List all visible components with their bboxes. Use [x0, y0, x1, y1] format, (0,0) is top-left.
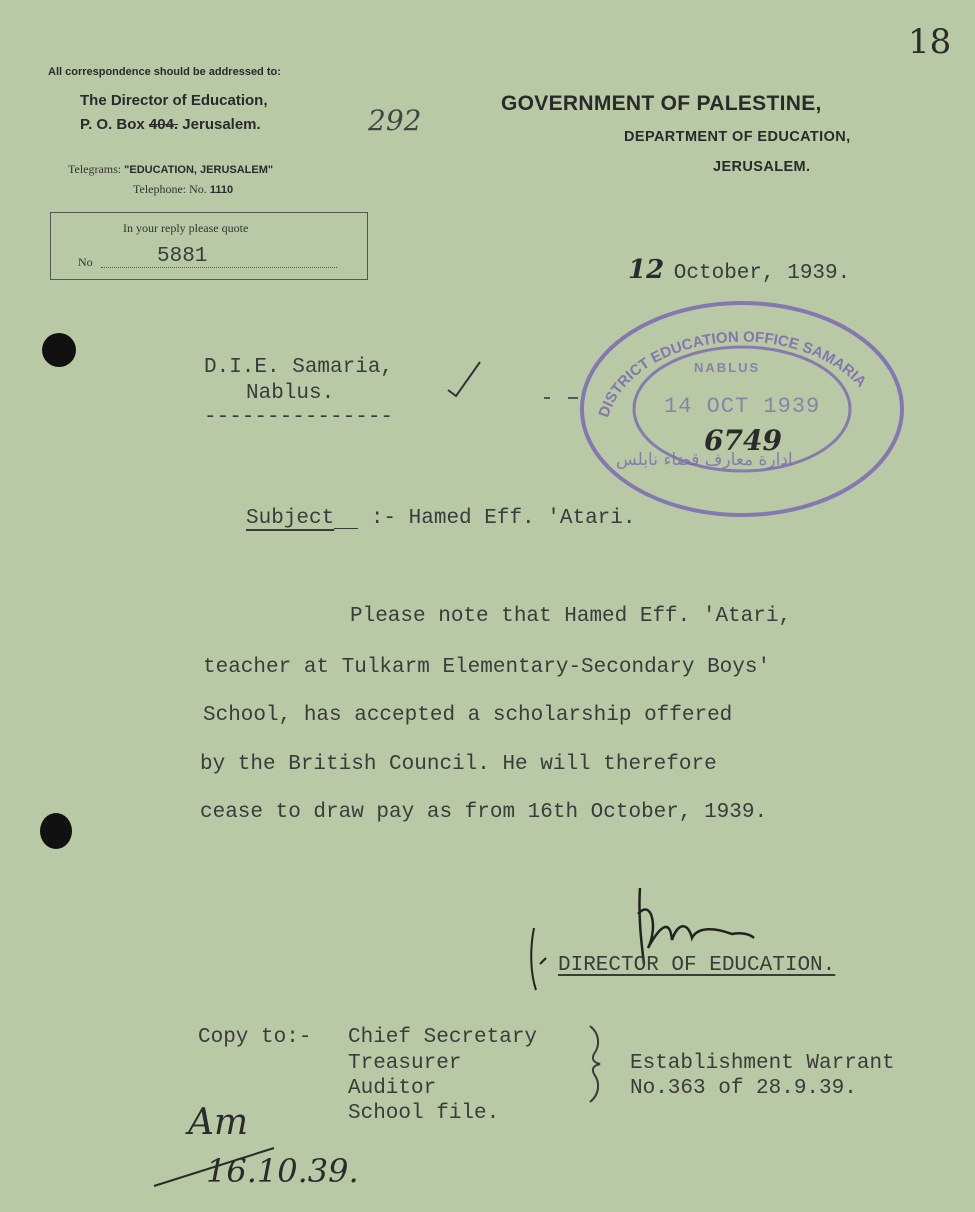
- body-line-5: cease to draw pay as from 16th October, 1939.: [200, 801, 768, 824]
- reply-box-label: In your reply please quote: [123, 221, 249, 235]
- body-line-2: teacher at Tulkarm Elementary-Secondary Boys': [203, 656, 771, 679]
- gov-title: GOVERNMENT OF PALESTINE,: [501, 92, 822, 115]
- body-line-3: School, has accepted a scholarship offered: [203, 704, 733, 727]
- stamp-number: 6749: [704, 424, 782, 457]
- check-mark-icon: [444, 360, 484, 400]
- margin-number: 292: [368, 104, 422, 137]
- signature-title: DIRECTOR OF EDUCATION.: [558, 954, 836, 977]
- initials: Am: [188, 1102, 249, 1143]
- recipient-underline: ---------------: [204, 406, 394, 429]
- date-typed: October, 1939.: [673, 262, 851, 285]
- copy-to-brace-icon: [586, 1024, 608, 1104]
- po-box-label: P. O. Box: [80, 116, 145, 133]
- stamp-outer-text: DISTRICT EDUCATION OFFICE SAMARIA: [595, 328, 870, 420]
- po-box-city: Jerusalem.: [182, 116, 261, 133]
- recipient-line2: Nablus.: [246, 382, 335, 405]
- po-box-struck: 404.: [148, 116, 179, 133]
- stamp-arabic-text: ادارة معارف قضاء نابلس: [616, 450, 793, 470]
- copy-to-recipient-3: Auditor: [348, 1077, 437, 1100]
- reply-box-no-label: No: [78, 255, 93, 269]
- copy-to-note-line1: Establishment Warrant: [630, 1052, 895, 1075]
- recipient-line1: D.I.E. Samaria,: [204, 356, 394, 379]
- telegrams-value: "EDUCATION, JERUSALEM": [124, 164, 274, 176]
- addressee-line1: The Director of Education,: [80, 92, 268, 109]
- city-title: JERUSALEM.: [713, 159, 811, 175]
- copy-to-recipient-4: School file.: [348, 1102, 500, 1125]
- correspondence-note: All correspondence should be addressed to:: [48, 66, 281, 78]
- reply-box-dotted-line: [101, 267, 337, 268]
- subject-text: :- Hamed Eff. 'Atari.: [370, 507, 636, 530]
- stamp-date: 14 OCT 1939: [664, 394, 821, 419]
- reply-box-no-value: 5881: [157, 245, 208, 268]
- telephone-value: 1110: [209, 184, 234, 196]
- reply-box: [50, 212, 368, 280]
- telephone-label: Telephone: No.: [133, 182, 207, 196]
- body-line-4: by the British Council. He will therefore: [200, 753, 717, 776]
- signature-scribble: [520, 878, 760, 998]
- body-line-1: Please note that Hamed Eff. 'Atari,: [350, 605, 792, 628]
- dept-title: DEPARTMENT OF EDUCATION,: [624, 129, 851, 145]
- office-stamp: [576, 298, 906, 520]
- subject-line: [246, 507, 635, 530]
- telephone-line: [133, 182, 233, 197]
- subject-label: Subject: [246, 507, 335, 530]
- addressee-line2: [80, 116, 261, 133]
- copy-to-recipient-2: Treasurer: [348, 1052, 462, 1075]
- date-day: 12: [628, 255, 665, 285]
- date-line: [628, 255, 850, 285]
- punch-hole-top: [42, 333, 76, 367]
- punch-hole-bottom: [40, 813, 72, 849]
- page-number: 18: [908, 22, 952, 62]
- copy-to-note-line2: No.363 of 28.9.39.: [630, 1077, 857, 1100]
- copy-to-recipient-1: Chief Secretary: [348, 1026, 538, 1049]
- copy-to-label: Copy to:-: [198, 1026, 312, 1049]
- telegrams-line: [68, 162, 273, 177]
- stamp-inner-top: NABLUS: [694, 360, 761, 375]
- telegrams-label: Telegrams:: [68, 162, 122, 176]
- initials-date: 16.10.39.: [206, 1152, 359, 1190]
